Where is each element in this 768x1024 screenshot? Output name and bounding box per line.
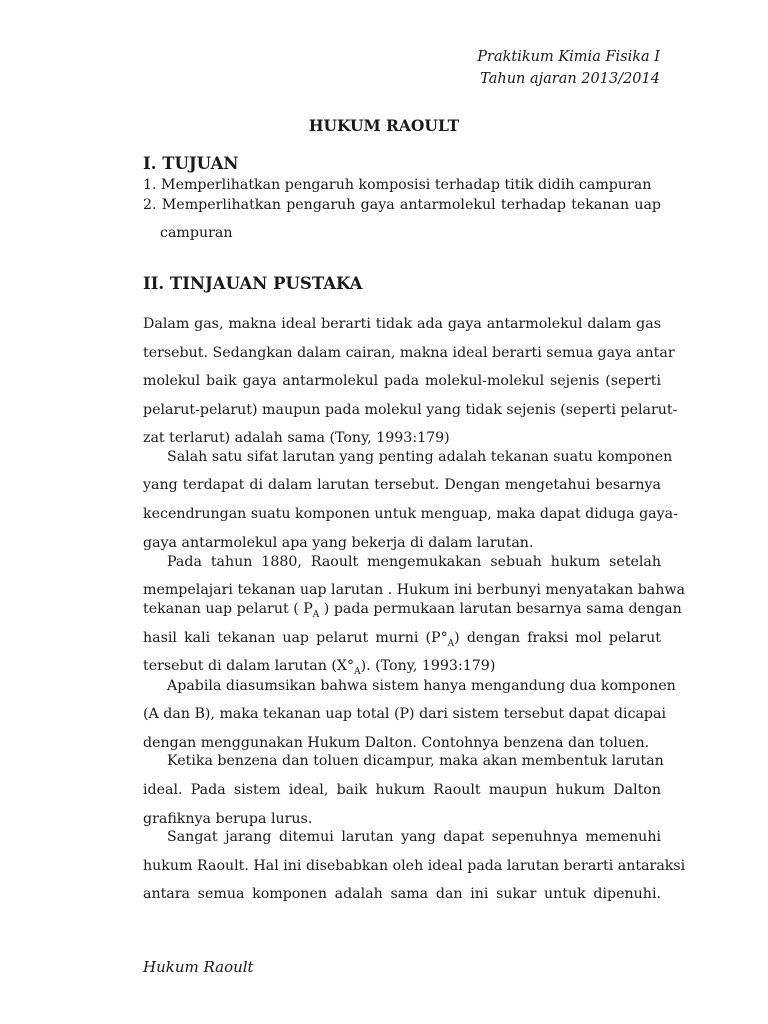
document-title: HUKUM RAOULT: [308, 116, 460, 135]
section-tujuan-heading: I. TUJUAN: [143, 154, 239, 173]
paragraph-line: Apabila diasumsikan bahwa sistem hanya mengandung dua komponen: [167, 678, 676, 694]
paragraph-line: gaya antarmolekul apa yang bekerja di dalam larutan.: [143, 535, 534, 551]
subscript: A: [354, 666, 361, 677]
text-fragment: ) dengan fraksi mol pelarut: [454, 630, 661, 646]
paragraph-line: antara semua komponen adalah sama dan ini sukar untuk dipenuhi.: [143, 886, 661, 902]
paragraph-line: [143, 658, 661, 677]
paragraph-line: hukum Raoult. Hal ini disebabkan oleh ideal pada larutan berarti antaraksi: [143, 858, 686, 874]
paragraph-line: tersebut. Sedangkan dalam cairan, makna ideal berarti semua gaya antar: [143, 345, 675, 361]
paragraph-line: Pada tahun 1880, Raoult mengemukakan sebuah hukum setelah: [167, 554, 661, 570]
paragraph-line: mempelajari tekanan uap larutan . Hukum ini berbunyi menyatakan bahwa: [143, 582, 685, 598]
paragraph-line: Ketika benzena dan toluen dicampur, maka akan membentuk larutan: [167, 753, 664, 769]
paragraph-line: Dalam gas, makna ideal berarti tidak ada gaya antarmolekul dalam gas: [143, 316, 661, 332]
header-course: Praktikum Kimia Fisika I: [477, 49, 660, 65]
text-fragment: ). (Tony, 1993:179): [360, 658, 496, 674]
text-fragment: hasil kali tekanan uap pelarut murni (P°: [143, 630, 448, 646]
header-year: Tahun ajaran 2013/2014: [480, 71, 660, 87]
subscript: A: [312, 609, 320, 620]
paragraph-line: yang terdapat di dalam larutan tersebut. Dengan mengetahui besarnya: [143, 477, 661, 493]
paragraph-line: Salah satu sifat larutan yang penting adalah tekanan suatu komponen: [167, 449, 673, 465]
paragraph-line: Sangat jarang ditemui larutan yang dapat sepenuhnya memenuhi: [167, 829, 661, 845]
paragraph-line: dengan menggunakan Hukum Dalton. Contohnya benzena dan toluen.: [143, 735, 650, 751]
paragraph-line: [143, 601, 682, 620]
paragraph-line: kecendrungan suatu komponen untuk menguap, maka dapat diduga gaya-: [143, 506, 678, 522]
paragraph-line: ideal. Pada sistem ideal, baik hukum Raoult maupun hukum Dalton: [143, 782, 661, 798]
page-footer: Hukum Raoult: [143, 958, 254, 976]
text-fragment: ) pada permukaan larutan besarnya sama dengan: [319, 601, 682, 617]
paragraph-line: molekul baik gaya antarmolekul pada molekul-molekul sejenis (seperti: [143, 373, 661, 389]
text-fragment: tekanan uap pelarut ( P: [143, 601, 313, 617]
tujuan-item-2: 2. Memperlihatkan pengaruh gaya antarmolekul terhadap tekanan uap: [143, 197, 661, 213]
paragraph-line: (A dan B), maka tekanan uap total (P) dari sistem tersebut dapat dicapai: [143, 706, 667, 722]
section-tinjauan-heading: II. TINJAUAN PUSTAKA: [143, 274, 363, 293]
paragraph-line: zat terlarut) adalah sama (Tony, 1993:179): [143, 430, 450, 446]
subscript: A: [447, 638, 455, 649]
tujuan-item-2-cont: campuran: [160, 225, 233, 241]
paragraph-line: grafiknya berupa lurus.: [143, 811, 313, 827]
tujuan-item-1: 1. Memperlihatkan pengaruh komposisi terhadap titik didih campuran: [143, 177, 652, 193]
text-fragment: tersebut di dalam larutan (X°: [143, 658, 355, 674]
paragraph-line: [143, 630, 661, 649]
paragraph-line: pelarut-pelarut) maupun pada molekul yang tidak sejenis (seperti pelarut-: [143, 402, 678, 418]
